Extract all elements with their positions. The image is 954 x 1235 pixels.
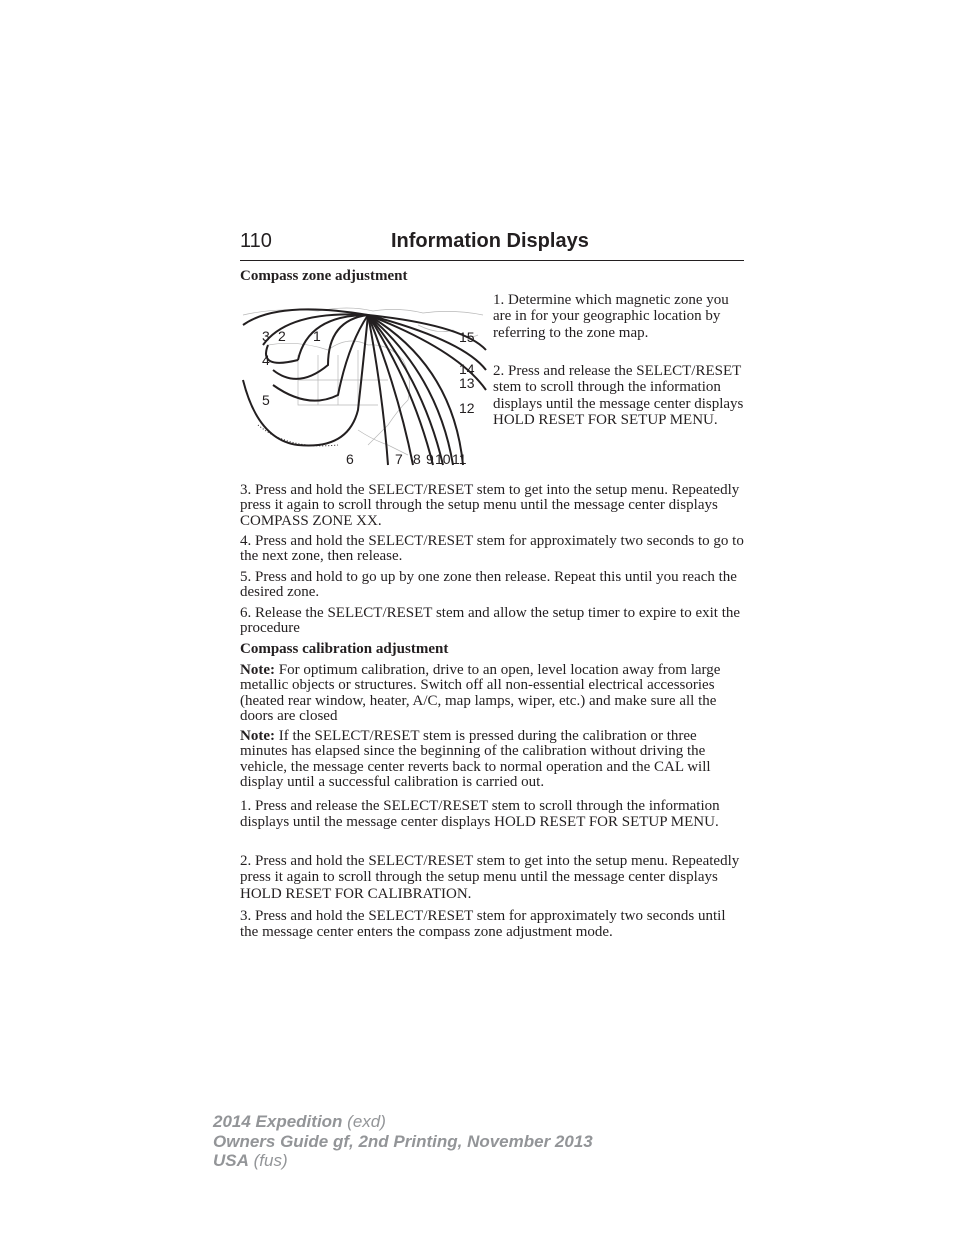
note-label: Note:	[240, 728, 275, 744]
calibration-step-1: 1. Press and release the SELECT/RESET stem to scroll through the information displays until the message center displays HOLD RESET FOR SETUP MENU.	[240, 798, 720, 831]
zone-label: 8	[413, 451, 421, 467]
zone-label: 6	[346, 451, 354, 467]
zone-step-3: 3. Press and hold the SELECT/RESET stem to get into the setup menu. Repeatedly press it again to scroll through the setup menu until the message center displays COMPASS ZONE XX.	[240, 482, 740, 529]
compass-zone-heading: Compass zone adjustment	[240, 268, 408, 284]
zone-label: 13	[459, 375, 475, 391]
footer-model: 2014 Expedition	[213, 1112, 343, 1131]
calibration-note-2	[240, 729, 745, 791]
footer-guide: Owners Guide gf, 2nd Printing, November 2013	[213, 1131, 593, 1151]
calibration-step-3: 3. Press and hold the SELECT/RESET stem for approximately two seconds until the message center enters the compass zone adjustment mode.	[240, 908, 726, 941]
footer-model-line	[213, 1112, 593, 1132]
zone-step-4: 4. Press and hold the SELECT/RESET stem for approximately two seconds to go to the next zone, then release.	[240, 533, 744, 565]
page-header	[240, 228, 744, 261]
zone-label: 5	[262, 392, 270, 408]
zone-label: 14	[459, 361, 475, 377]
footer-market: USA	[213, 1151, 249, 1170]
calibration-step-2: 2. Press and hold the SELECT/RESET stem to get into the setup menu. Repeatedly press it again to scroll through the setup menu until the message center displays HOLD RESET FOR CALIBRATION.	[240, 853, 740, 902]
zone-step-6: 6. Release the SELECT/RESET stem and allow the setup timer to expire to exit the procedure	[240, 605, 741, 637]
zone-step-1: 1. Determine which magnetic zone you are in for your geographic location by referring to the zone map.	[493, 292, 729, 341]
footer-model-code: (exd)	[347, 1112, 386, 1131]
zone-label: 10	[435, 451, 451, 467]
calibration-heading: Compass calibration adjustment	[240, 641, 449, 657]
zone-step-5: 5. Press and hold to go up by one zone then release. Repeat this until you reach the desired zone.	[240, 569, 737, 601]
zone-label: 11	[452, 451, 467, 467]
compass-zone-map	[238, 305, 488, 470]
zone-label: 7	[395, 451, 403, 467]
zone-label: 1	[313, 328, 321, 344]
note-label: Note:	[240, 662, 275, 678]
zone-step-2: 2. Press and release the SELECT/RESET stem to scroll through the information displays until the message center displays HOLD RESET FOR SETUP MENU.	[493, 363, 744, 429]
note-text: For optimum calibration, drive to an open, level location away from large metallic objects or structures. Switch off all non-essential electrical accessories (heated rear window, heater, A/C, map lamps, wiper, etc.) and make sure all the doors are closed	[240, 662, 721, 725]
note-text: If the SELECT/RESET stem is pressed during the calibration or three minutes has elapsed since the beginning of the calibration without driving the vehicle, the message center reverts back to normal operation and the CAL will display until a successful calibration is carried out.	[240, 728, 711, 791]
zone-label: 2	[278, 328, 286, 344]
zone-label: 12	[459, 400, 475, 416]
zone-label: 15	[459, 329, 475, 345]
footer-guide-line	[213, 1132, 593, 1152]
footer-market-line	[213, 1151, 593, 1171]
page-footer	[213, 1112, 593, 1171]
page-number: 110	[240, 230, 272, 252]
zone-label: 4	[262, 352, 270, 368]
calibration-note-1	[240, 663, 745, 725]
footer-market-code: (fus)	[253, 1151, 288, 1170]
chapter-title: Information Displays	[391, 230, 589, 252]
zone-label: 3	[262, 328, 270, 344]
zone-label: 9	[426, 451, 434, 467]
